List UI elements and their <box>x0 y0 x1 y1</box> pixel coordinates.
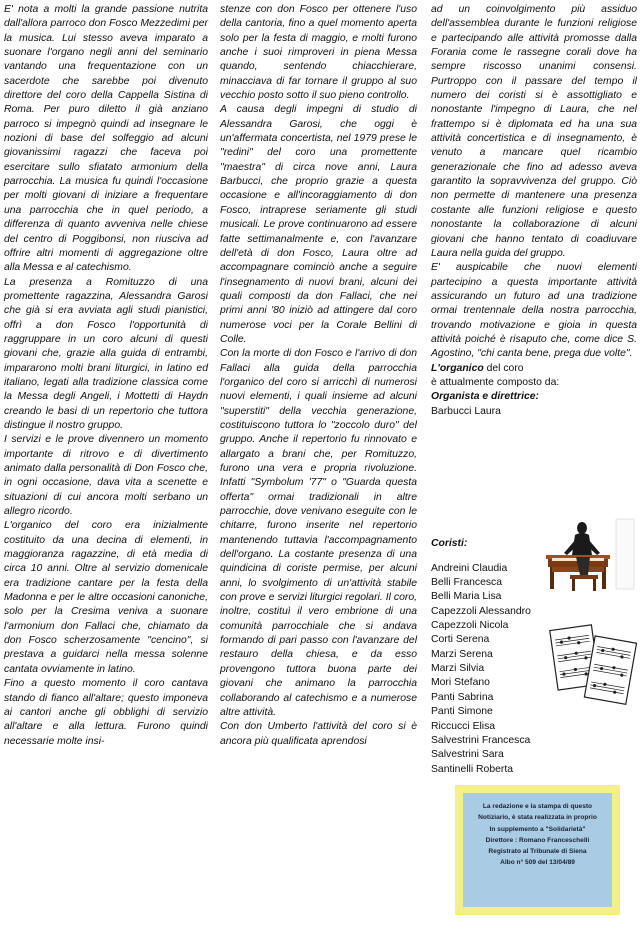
list-item: Riccucci Elisa <box>431 720 496 732</box>
article-column-2 <box>220 3 417 749</box>
list-item: Capezzoli Nicola <box>431 620 509 632</box>
list-item: Marzi Silvia <box>431 663 485 675</box>
paragraph: A causa degli impegni di studio di Alessandra Garosi, che oggi è un'affermata concertista, nel 1979 prese le "redini" del coro una promettente "maestra" di circa nove anni, Laura Barbucci, che proprio grazie a questa occasione e all'incoraggiamento di don Fosco, intraprese seriamente gli studi musicali. Le prove continuarono ad essere fatte settimanalmente e, con l'avanzare dell'età di don Fosco, Laura oltre ad accompagnare cominciò anche a seguire l'insegnamento di nuovi brani, alcuni dei quali composti da don Fallaci, che nei primi anni '80 iniziò ad attingere dal coro numerose voci per la Corale Bellini di Colle. <box>220 104 417 345</box>
paragraph: E' auspicabile che nuovi elementi partecipino a questa importante attività assicurando un futuro ad una tradizione ormai trentennale della nostra parrocchia, trovando motivazione e gioia in questa attività poiché è risaputo che, come dice S. Agostino, "chi canta bene, prega due volte". <box>431 262 637 360</box>
paragraph: stenze con don Fosco per ottenere l'uso della cantoria, fino a quel momento aperta solo per la festa di maggio, e molti furono anche i suoi rimproveri in piena Messa quando, sentendo chiacchierare, minacciava di far tornare il gruppo al suo vecchio posto sotto il suo pieno controllo. <box>220 4 417 102</box>
organist-clipart-icon <box>542 517 636 593</box>
organist-heading: Organista e direttrice: <box>431 391 539 403</box>
list-item: Belli Maria Lisa <box>431 591 502 603</box>
notice-line: Albo n° 509 del 13/04/89 <box>500 859 575 867</box>
paragraph: I servizi e le prove divennero un momento importante di ritrovo e di divertimento animato dalla personalità di Don Fosco che, in ogni occasione, dava vita a scenette e situazioni di cui ancora molti serbano un allegro ricordo. <box>4 434 208 518</box>
organist-name: Barbucci Laura <box>431 405 501 417</box>
paragraph: E' nota a molti la grande passione nutrita dall'allora parroco don Fosco Mezzedimi per la musica. Lui stesso aveva imparato a suonare l'organo negli anni del seminario vantando una frequentazione con un sacerdote che sarebbe poi divenuto direttore del coro della Cappella Sistina di Roma. Per puro diletto il già anziano parroco si impegnò quindi ad insegnare le nozioni di base del solfeggio ad alcuni giovanissimi ragazzi che faceva poi esercitare sullo sfiatato armonium della parrocchia. La musica fu quindi l'occasione per molti giovani di iniziare a frequentare una parrocchia che in quel periodo, a differenza di quanto avveniva nelle chiese del centro di Poggibonsi, non riusciva ad offrire altri momenti di aggregazione oltre alla Messa e al catechismo. <box>4 4 208 274</box>
article-column-3 <box>431 3 637 419</box>
notice-line: In supplemento a "Solidarietà" <box>489 825 586 833</box>
publication-notice-text <box>463 793 612 907</box>
list-item: Panti Sabrina <box>431 691 494 703</box>
list-item: Salvestrini Sara <box>431 749 504 761</box>
list-item: Mori Stefano <box>431 677 490 689</box>
notice-line: Direttore : Romano Franceschelli <box>485 836 590 844</box>
list-item: Andreini Claudia <box>431 562 508 574</box>
list-item: Belli Francesca <box>431 577 503 589</box>
list-item: Capezzoli Alessandro <box>431 605 531 617</box>
notice-line: Notiziario, è stata realizzata in proprio <box>478 814 597 822</box>
list-item: Corti Serena <box>431 634 490 646</box>
organico-subtitle: è attualmente composto da: <box>431 376 560 388</box>
notice-line: La redazione e la stampa di questo <box>482 803 593 810</box>
paragraph: La presenza a Romituzzo di una promettente ragazzina, Alessandra Garosi che già si era avviata agli studi pianistici, offrì a don Fosco l'opportunità di raggruppare in un coro alcuni di questi giovani che, grazie alla guida di entrambi, impararono molti brani liturgici, in latino ed italiano, legati alla tradizione classica come la Messa degli Angeli, i Mottetti di Haydn creando le basi di un repertorio che tuttora distingue il nostro gruppo. <box>4 276 208 431</box>
organico-title-bold: L'organico <box>431 362 484 374</box>
list-item: Salvestrini Francesca <box>431 734 531 746</box>
choir-members <box>431 562 561 777</box>
organico-title <box>431 362 637 376</box>
paragraph: L'organico del coro era inizialmente costituito da una decina di elementi, in maggioranza ragazzine, di età media di circa 10 anni. Oltre al servizio domenicale era tradizione cantare per la festa della Madonna e per le altre occasioni canoniche, solo per la Cresima veniva a suonare l'armonium don Fallaci che, chiamato da don Fosco scherzosamente "cencino", si prestava a guidarci nella messa solenne cantata ovviamente in latino. <box>4 520 208 675</box>
paragraph: ad un coinvolgimento più assiduo dell'assemblea durante le funzioni religiose e partecipando alle attività promosse dalla Forania come le rassegne corali dove ha sempre riscosso unanimi consensi. Purtroppo con il passare del tempo il numero dei coristi si è assottigliato e nonostante l'impegno di Laura, che nel frattempo si è diplomata ed ha una sua attività concertistica e di insegnamento, è venuto a mancare quel ricambio generazionale che fino ad adesso aveva garantito la sopravvivenza del gruppo. Ciò non permette di mantenere una presenza costante alle funzioni religiose e questo nonostante la collaborazione di alcuni giovani che hanno tentato di coadiuvare Laura nella guida del gruppo. <box>431 4 637 259</box>
list-item: Panti Simone <box>431 706 493 718</box>
paragraph: Fino a questo momento il coro cantava stando di fianco all'altare; questo imponeva ai cantori anche gli obblighi di servizio all'altare e alla lettura. Furono quindi necessarie molte insi- <box>4 678 208 747</box>
choir-heading: Coristi: <box>431 538 468 549</box>
notice-line: Registrato al Tribunale di Siena <box>488 848 587 856</box>
article-column-1 <box>4 3 208 749</box>
list-item: Santinelli Roberta <box>431 763 514 775</box>
paragraph: Con don Umberto l'attività del coro si è ancora più qualificata aprendosi <box>220 721 417 747</box>
publication-notice <box>455 785 620 915</box>
organico-title-rest: del coro <box>483 362 524 374</box>
sheet-music-clipart-icon <box>548 619 640 711</box>
paragraph: Con la morte di don Fosco e l'arrivo di don Fallaci alla guida della parrocchia l'organico del coro si arricchì di numerosi nuovi elementi, i quali insieme ad alcuni "superstiti" della vecchia generazione, costituiscono tuttora lo "zoccolo duro" del gruppo. Anche il repertorio fu rinnovato e allargato a brani che, per Romituzzo, furono una vera e propria rivoluzione. Infatti "Symbolum '77" o "Guarda questa offerta" ormai tradizionali in altre parrocchie, dove venivano eseguite con le chitarre, furono inserite nel repertorio mantenendo tuttavia l'accompagnamento dell'organo. La costante presenza di una quindicina di coriste permise, per alcuni anni, lo svolgimento di un'attività stabile con prove e servizi liturgici regolari. Il coro, inoltre, costituì il vero embrione di una comunità parrocchiale che si andava formando di pari passo con l'avanzare del restauro della chiesa, e da esso provengono tuttora buona parte dei giovani che animano la parrocchia collaborando al catechismo e a numerose altre attività. <box>220 348 417 718</box>
list-item: Marzi Serena <box>431 648 493 660</box>
